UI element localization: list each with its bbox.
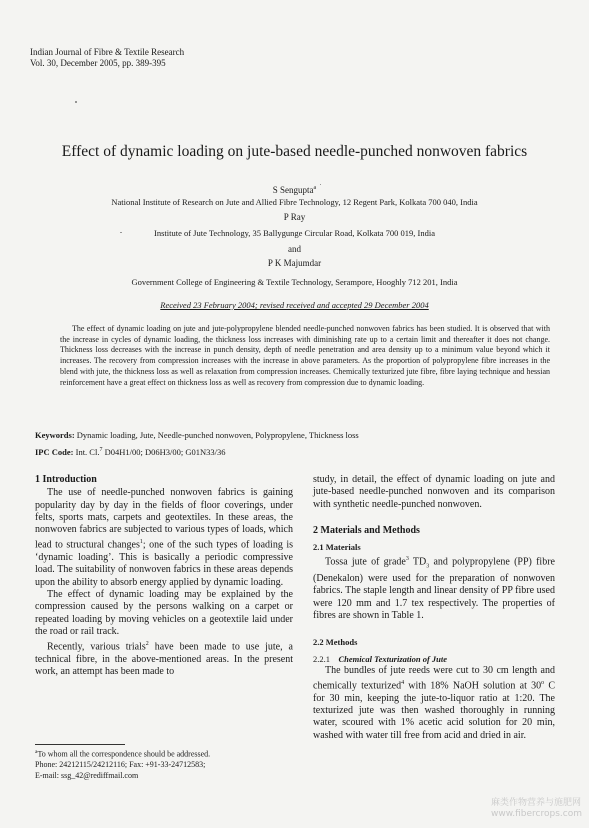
author-name: S Sengupta (272, 185, 314, 195)
watermark-line-2: www.fibercrops.com (491, 809, 582, 819)
footnote (35, 747, 285, 781)
scan-speck (320, 184, 321, 185)
abstract-text: The effect of dynamic loading on jute and jute-polypropylene blended needle-punched nonwoven fabrics has been studied. It is observed that with the increase in cycles of dynamic loading, the thickness loss increases with diminishing rate up to a certain limit and thereafter it does not change. Thickness loss decreases with the increase in punch density, depth of needle penetration and area density up to a minimum value beyond which it increases. The recovery from compression increases with the increase in above parameters. As the proportion of polypropylene fibre increases in the blend with jute, the thickness loss as well as relaxation from compression increases. Chemically texturized jute fibre, fibre laying technique and hessian reinforcement have a great effect on thickness loss as well as recovery from compression due to dynamic loading. (60, 324, 550, 387)
keywords-label: Keywords: (35, 430, 75, 440)
materials-paragraph: Tossa jute of grade$^3$ $TD_3$ and polypropylene (PP) fibre (Denekalon) were used for the preparation of nonwoven fabrics. The staple length and linear density of PP fibre used were 120 mm and 1.7 tex respectively. The properties of fibres are shown in Table 1. (313, 556, 555, 621)
ipc-sup: 7 (99, 447, 103, 454)
texturization-heading: 2.2.1 Chemical Texturization of Jute (313, 653, 448, 664)
author-1 (0, 183, 589, 196)
texturization-paragraph: The bundles of jute reeds were cut to 30 cm length and chemically texturized$^4$ with 18% NaOH solution at 30$^o$ C for 30 min, keeping the jute-to-liquor ratio at 1:20. The texturized jute was then washed thoroughly in running water, scoured with 1% acetic acid solution for 20 min, washed with water till free from acid and dried in air. (313, 664, 555, 741)
affiliation-3: Government College of Engineering & Textile Technology, Serampore, Hooghly 712 201, India (131, 277, 458, 287)
methods-subheading: 2.2 Methods (313, 637, 358, 648)
affiliation-2: Institute of Jute Technology, 35 Ballygunge Circular Road, Kolkata 700 019, India (153, 228, 436, 238)
affiliation-1: National Institute of Research on Jute and Allied Fibre Technology, 12 Regent Park, Kolkata 700 040, India (111, 197, 478, 207)
ipc-text: D04H1/00; D06H3/00; G01N33/36 (104, 447, 226, 457)
footnote-line-3: E-mail: ssg_42@rediffmail.com (35, 770, 139, 780)
left-column (35, 474, 293, 678)
journal-name: Indian Journal of Fibre & Textile Research (30, 47, 185, 57)
journal-volume: Vol. 30, December 2005, pp. 389-395 (30, 58, 166, 68)
footnote-line-2: Phone: 24212115/24212116; Fax: +91-33-24712583; (35, 760, 206, 770)
author-sup: a (313, 185, 317, 191)
keywords-text: Dynamic loading, Jute, Needle-punched nonwoven, Polypropylene, Thickness loss (76, 430, 359, 440)
paper-title: Effect of dynamic loading on jute-based needle-punched nonwoven fabrics (61, 143, 528, 160)
footnote-line-1: $^a$To whom all the correspondence should be addressed. (35, 749, 211, 759)
right-column (313, 474, 555, 742)
intro-heading: 1 Introduction (35, 474, 97, 485)
ipc-label: IPC Code: (35, 447, 74, 457)
watermark (491, 798, 581, 820)
author-2: P Ray (283, 212, 306, 222)
scan-speck (75, 101, 77, 103)
abstract (60, 324, 550, 388)
footnote-rule (35, 744, 125, 745)
received-dates: Received 23 February 2004; revised received and accepted 29 December 2004 (160, 300, 429, 310)
intro-continuation: study, in detail, the effect of dynamic loading on jute and jute-based needle-punched nonwoven and its comparison with synthetic needle-punched nonwoven. (313, 474, 555, 510)
methods-heading: 2 Materials and Methods (313, 524, 420, 536)
and-word: and (288, 244, 301, 254)
scan-speck (120, 232, 122, 233)
watermark-line-1: 麻类作物营养与施肥网 (491, 798, 582, 808)
ipc-prefix: Int. Cl. (75, 447, 100, 457)
keywords (35, 430, 555, 440)
intro-paragraph-2: The effect of dynamic loading may be explained by the compression caused by the persons walking on a carpet or repeated loading by moving vehicles on a geotextile laid under the road or rail track. (35, 589, 293, 637)
intro-paragraph-3: Recently, various trials$^2$ have been made to use jute, a technical fibre, in the above-mentioned areas. In the present work, an attempt has been made to (35, 641, 293, 678)
ipc-code (35, 447, 555, 457)
journal-header (30, 47, 184, 69)
intro-paragraph-1: The use of needle-punched nonwoven fabrics is gaining popularity day by day in the fields of floor coverings, under felts, sports mats, carpets and geotextiles. In these areas, the nonwoven fabrics are subjected to various types of loads, which lead to structural changes$^1$; one of the such types of loading is ‘dynamic loading’. This is basically a periodic compressive load. The suitability of nonwoven fabrics in these areas depends upon the ability to absorb energy applied by dynamic loading. (35, 487, 293, 588)
author-3: P K Majumdar (267, 258, 322, 268)
materials-heading: 2.1 Materials (313, 542, 361, 553)
